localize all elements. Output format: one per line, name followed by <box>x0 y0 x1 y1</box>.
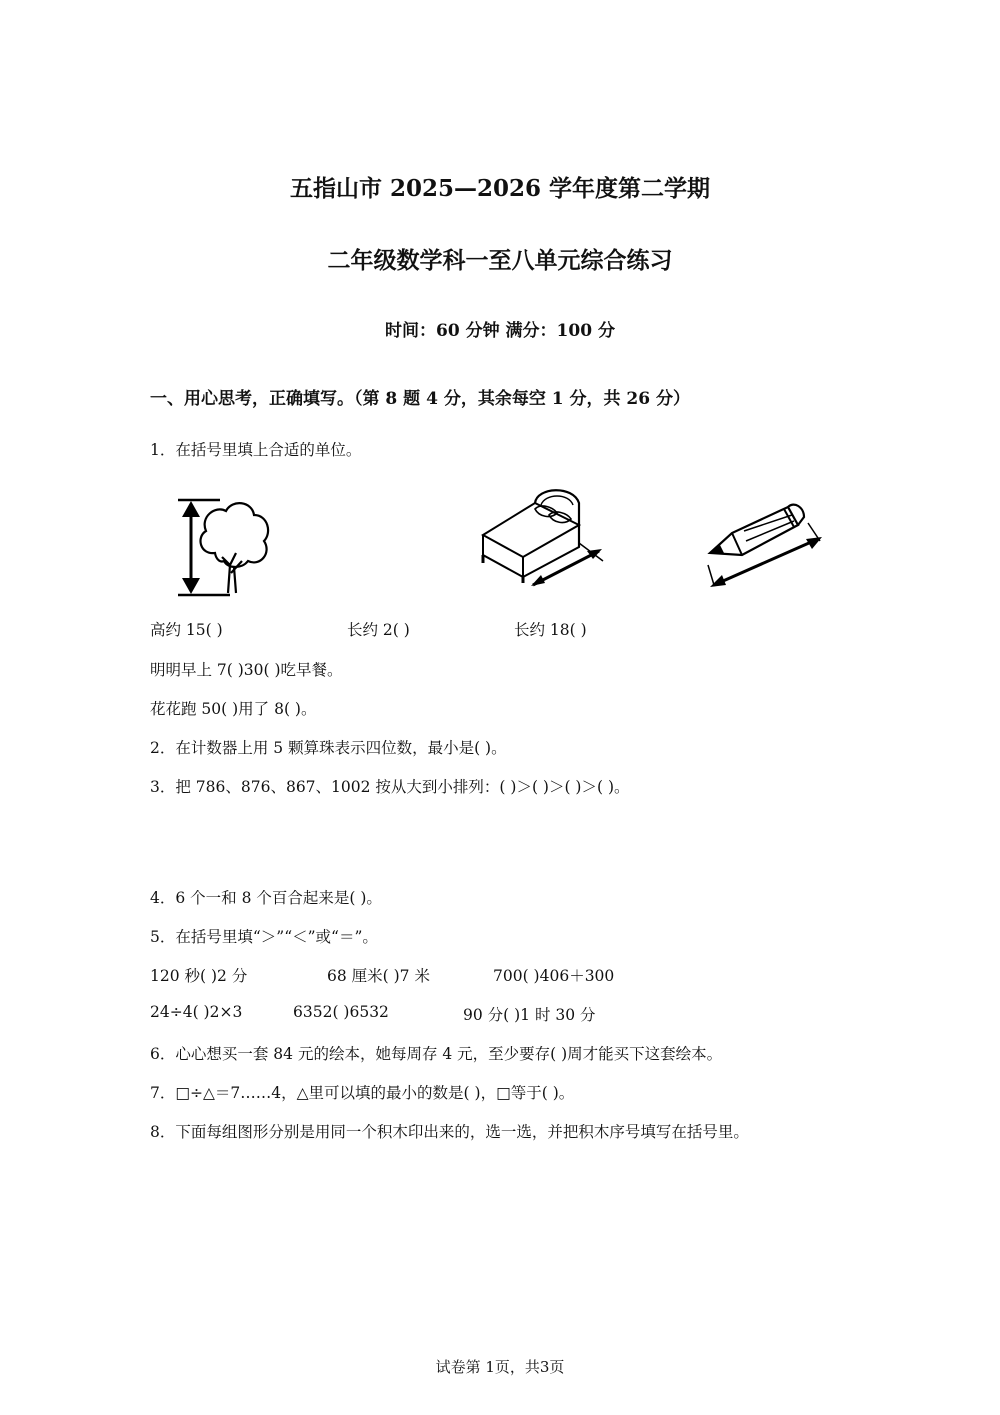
bed-icon <box>475 485 615 595</box>
q1-label-pencil: 长约 18( ) <box>514 621 587 639</box>
q5-row2-item3: 90 分( )1 时 30 分 <box>463 1006 596 1024</box>
q1-label-bed: 长约 2( ) <box>347 621 410 639</box>
question-8: 8．下面每组图形分别是用同一个积木印出来的，选一选，并把积木序号填写在括号里。 <box>150 1123 749 1141</box>
exam-meta: 时间：60 分钟 满分：100 分 <box>385 321 615 341</box>
exam-subtitle: 二年级数学科一至八单元综合练习 <box>327 247 673 274</box>
question-3: 3．把 786、876、867、1002 按从大到小排列：( )＞( )＞( )＞( )。 <box>150 778 630 796</box>
section-1-heading: 一、用心思考，正确填写。（第 8 题 4 分，其余每空 1 分，共 26 分） <box>150 389 690 409</box>
q5-row1-item2: 68 厘米( )7 米 <box>327 967 430 985</box>
q1-line-breakfast: 明明早上 7( )30( )吃早餐。 <box>150 661 343 679</box>
q5-row2-item2: 6352( )6532 <box>293 1003 389 1021</box>
question-4: 4．6 个一和 8 个百合起来是( )。 <box>150 889 382 907</box>
q5-row2-item1: 24÷4( )2×3 <box>150 1003 243 1021</box>
tree-icon <box>170 495 280 605</box>
question-5: 5．在括号里填“＞”“＜”或“＝”。 <box>150 928 378 946</box>
q5-row1-item1: 120 秒( )2 分 <box>150 967 248 985</box>
page-footer: 试卷第 1页，共3页 <box>435 1358 565 1376</box>
question-1: 1．在括号里填上合适的单位。 <box>150 441 362 459</box>
q1-label-tree: 高约 15( ) <box>150 621 223 639</box>
question-6: 6．心心想买一套 84 元的绘本，她每周存 4 元，至少要存( )周才能买下这套绘本。 <box>150 1045 723 1063</box>
question-7: 7．□÷△＝7……4，△里可以填的最小的数是( )，□等于( )。 <box>150 1084 575 1102</box>
question-2: 2．在计数器上用 5 颗算珠表示四位数，最小是( )。 <box>150 739 507 757</box>
pencil-icon <box>700 495 830 595</box>
exam-title: 五指山市 2025—2026 学年度第二学期 <box>289 175 711 202</box>
q1-line-running: 花花跑 50( )用了 8( )。 <box>150 700 317 718</box>
q5-row1-item3: 700( )406＋300 <box>493 967 615 985</box>
